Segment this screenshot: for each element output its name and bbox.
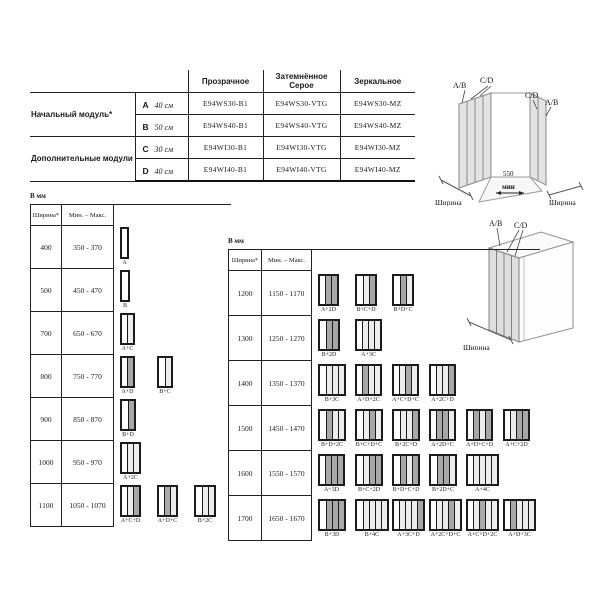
col-header-width: Ширина* <box>30 205 62 226</box>
combo-slot <box>318 454 355 494</box>
combo-slot <box>429 409 466 449</box>
range-cell: 850 - 870 <box>62 398 114 441</box>
combo-slot <box>355 409 392 449</box>
module-panel-c <box>127 315 133 343</box>
combo-row <box>120 312 157 355</box>
panel-box <box>466 409 493 441</box>
combo-label: A+2C+D <box>431 397 454 403</box>
panel-box <box>318 409 346 441</box>
width-cell: 900 <box>30 398 62 441</box>
table-row <box>228 271 540 316</box>
product-code: E94WI40-VTG <box>263 159 340 182</box>
width-label-left: Ширина <box>435 198 462 206</box>
width-cell: 1500 <box>228 406 262 451</box>
combo-slot <box>157 356 194 396</box>
combo-label: A+C+D+2C <box>467 532 498 538</box>
table-row-module-a <box>30 93 415 115</box>
module-size: 40 см <box>154 100 174 110</box>
combo-diagram <box>503 499 536 539</box>
module-panel-d <box>448 366 454 394</box>
label-cd-left: C/D <box>480 76 494 85</box>
panel-box <box>194 485 216 517</box>
table-header-row <box>30 70 415 93</box>
combo-label: B+D+C <box>393 307 413 313</box>
combo-row <box>318 406 540 451</box>
combo-label: B+C <box>159 389 171 395</box>
module-panel-d <box>412 456 418 484</box>
module-panel-c <box>374 366 380 394</box>
product-code: E94WI30-MZ <box>340 137 415 159</box>
combo-label: A+2D <box>320 307 337 313</box>
combo-diagram <box>120 485 141 525</box>
width-cell: 1200 <box>228 271 262 316</box>
module-panel-c <box>375 411 381 439</box>
combo-slot <box>318 364 355 404</box>
width-cell: 1300 <box>228 316 262 361</box>
range-cell: 1550 - 1570 <box>262 451 312 496</box>
combo-diagram <box>355 499 389 539</box>
width-cell: 1600 <box>228 451 262 496</box>
width-label-right: Ширина <box>549 198 576 206</box>
product-code: E94WS30-B1 <box>188 93 263 115</box>
module-panel-d <box>375 456 381 484</box>
module-panel-c <box>165 358 171 386</box>
combo-slot <box>392 454 429 494</box>
combo-diagram <box>318 364 346 404</box>
table-row <box>228 451 540 496</box>
module-panel-d <box>331 276 337 304</box>
label-cd: C/D <box>514 221 528 230</box>
combo-diagram <box>318 274 339 314</box>
table-row <box>30 226 231 269</box>
label-ab-right: A/B <box>545 98 559 107</box>
combo-diagram <box>157 356 173 396</box>
table-header-row <box>30 205 231 226</box>
module-panel-d <box>417 501 423 529</box>
combo-slot <box>318 274 355 314</box>
combo-slot <box>318 409 355 449</box>
module-panel-b <box>122 272 128 300</box>
combo-label: B+D+C+D <box>392 487 420 493</box>
range-cell: 1350 - 1370 <box>262 361 312 406</box>
combo-diagram <box>392 454 420 494</box>
module-panel-d <box>133 487 139 515</box>
combo-label: B+2C <box>197 518 213 524</box>
col-header-tinted-grey: Затемнённое Серое <box>263 70 340 93</box>
row-group-additional-modules: Дополнительные модули <box>30 137 135 182</box>
module-panel-d <box>485 411 491 439</box>
module-panel-d <box>338 501 344 529</box>
combo-diagram <box>318 499 346 539</box>
module-panel-c <box>449 456 455 484</box>
combo-slot <box>429 499 466 539</box>
module-letter: A <box>142 99 149 110</box>
module-panel-d <box>337 456 343 484</box>
combo-row <box>318 271 429 316</box>
module-letter: B <box>142 121 149 132</box>
width-cell: 500 <box>30 269 62 312</box>
combo-diagram <box>318 319 340 359</box>
col-header-transparent: Прозрачное <box>188 70 263 93</box>
combo-diagram <box>120 270 130 310</box>
combo-slot <box>157 485 194 525</box>
combo-label: B+3C <box>324 397 340 403</box>
table-row <box>30 312 231 355</box>
panel-box <box>120 270 130 302</box>
module-panel-d <box>369 276 375 304</box>
combo-row <box>318 316 392 361</box>
combo-label: A+3C <box>361 352 376 358</box>
combo-label: A+3D <box>323 487 340 493</box>
module-panel-c <box>528 501 534 529</box>
table-row <box>228 406 540 451</box>
combo-slot <box>120 442 157 482</box>
combo-slot <box>355 364 392 404</box>
col-header-width: Ширина* <box>228 250 262 271</box>
combo-slot <box>318 319 355 359</box>
combo-label: A+D+C <box>157 518 178 524</box>
panel-box <box>392 409 420 441</box>
module-panel-c <box>411 366 417 394</box>
module-panel-c <box>491 501 497 529</box>
combo-diagram <box>318 454 345 494</box>
col-header-min-max: Мин. – Макс. <box>62 205 114 226</box>
module-panel-c <box>406 276 412 304</box>
combo-slot <box>466 454 503 494</box>
combo-slot <box>120 399 157 439</box>
combo-label: B+2D <box>321 352 337 358</box>
combo-row <box>120 398 157 441</box>
range-cell: 1050 - 1070 <box>62 484 114 527</box>
panel-box <box>355 454 383 486</box>
combo-diagram <box>318 409 346 449</box>
range-cell: 1150 - 1170 <box>262 271 312 316</box>
module-panel-c <box>381 501 387 529</box>
combo-diagram <box>120 227 129 267</box>
combo-row <box>120 226 157 269</box>
unit-label: В мм <box>228 237 244 245</box>
combo-diagram <box>120 399 136 439</box>
module-panel-d <box>522 411 528 439</box>
width-cell: 700 <box>30 312 62 355</box>
table-header-row <box>228 250 540 271</box>
product-code: E94WI30-VTG <box>263 137 340 159</box>
table-row <box>228 316 540 361</box>
panel-box <box>157 356 173 388</box>
panel-box <box>120 442 141 474</box>
panel-box <box>318 499 346 531</box>
table-row <box>30 269 231 312</box>
module-panel-c <box>491 456 497 484</box>
combo-diagram <box>392 499 425 539</box>
panel-box <box>392 274 414 306</box>
combo-slot <box>392 364 429 404</box>
combo-label: A+2D+C <box>431 442 454 448</box>
combo-label: B+D <box>122 432 134 438</box>
combo-slot <box>120 227 157 267</box>
panel-box <box>503 409 530 441</box>
panel-box <box>466 454 499 486</box>
product-code: E94WS40-B1 <box>188 115 263 137</box>
combo-row <box>120 484 231 527</box>
combo-row <box>318 361 466 406</box>
combo-label: B+C+D <box>356 307 376 313</box>
combo-label: B+C+D+C <box>355 442 383 448</box>
range-cell: 350 - 370 <box>62 226 114 269</box>
combo-label: B+2C+D <box>394 442 418 448</box>
label-cd-right: C/D <box>525 91 539 100</box>
module-cell <box>135 115 188 137</box>
product-code: E94WS30-VTG <box>263 93 340 115</box>
combo-label: A+D+C+D <box>466 442 494 448</box>
product-code: E94WI30-B1 <box>188 137 263 159</box>
combo-diagram <box>429 454 457 494</box>
panel-box <box>392 454 420 486</box>
panel-box <box>355 274 377 306</box>
combo-slot <box>194 485 231 525</box>
unit-label: В мм <box>30 192 46 200</box>
panel-box <box>318 274 339 306</box>
combo-label: A+C+2D <box>505 442 528 448</box>
module-panel-d <box>128 401 134 429</box>
width-cell: 1400 <box>228 361 262 406</box>
availability-table-large-widths <box>228 237 540 541</box>
combo-slot <box>466 499 503 539</box>
combo-slot <box>120 485 157 525</box>
module-letter: C <box>142 143 149 154</box>
panel-box <box>318 319 340 351</box>
module-panel-c <box>208 487 214 515</box>
module-panel-c <box>374 321 380 349</box>
combo-label: A <box>122 260 127 266</box>
panel-box <box>503 499 536 531</box>
combo-diagram <box>392 274 414 314</box>
range-cell: 1450 - 1470 <box>262 406 312 451</box>
corner-enclosure-drawing <box>433 64 598 206</box>
combo-label: A+2C+D+C <box>430 532 461 538</box>
range-cell: 1250 - 1270 <box>262 316 312 361</box>
product-code: E94WS40-MZ <box>340 115 415 137</box>
availability-table-small-widths <box>30 192 231 527</box>
panel-box <box>429 409 456 441</box>
combo-slot <box>355 499 392 539</box>
width-cell: 400 <box>30 226 62 269</box>
combo-diagram <box>157 485 178 525</box>
table-row <box>30 355 231 398</box>
combo-diagram <box>466 499 499 539</box>
availability-grid <box>228 249 540 541</box>
range-cell: 950 - 970 <box>62 441 114 484</box>
combo-diagram <box>355 274 377 314</box>
range-cell: 650 - 670 <box>62 312 114 355</box>
combo-slot <box>355 319 392 359</box>
combo-diagram <box>392 409 420 449</box>
combo-row <box>120 355 194 398</box>
width-cell: 1000 <box>30 441 62 484</box>
combo-diagram <box>429 409 456 449</box>
combo-label: A+D+3C <box>508 532 531 538</box>
combo-slot <box>392 499 429 539</box>
combo-slot <box>429 364 466 404</box>
width-cell: 1100 <box>30 484 62 527</box>
product-code: E94WI40-B1 <box>188 159 263 182</box>
combo-row <box>120 269 157 312</box>
panel-box <box>466 499 499 531</box>
panel-box <box>429 454 457 486</box>
table-row <box>228 496 540 541</box>
table-row <box>228 361 540 406</box>
combo-diagram <box>429 364 456 404</box>
panel-box <box>355 319 382 351</box>
combo-label: A+2C <box>123 475 138 481</box>
module-panel-d <box>332 321 338 349</box>
combo-diagram <box>355 409 383 449</box>
module-panel-a <box>122 229 127 257</box>
range-cell: 750 - 770 <box>62 355 114 398</box>
panel-box <box>429 364 456 396</box>
row-group-initial-module: Начальный модуль* <box>30 93 135 137</box>
table-row <box>30 441 231 484</box>
module-panel-d <box>412 411 418 439</box>
combo-label: B+C+2D <box>357 487 381 493</box>
label-ab: A/B <box>489 219 503 228</box>
combo-label: B <box>122 303 127 309</box>
table-row <box>30 398 231 441</box>
panel-box <box>120 356 135 388</box>
combo-diagram <box>355 364 382 404</box>
module-panel-c <box>133 444 139 472</box>
combo-diagram <box>429 499 462 539</box>
width-cell: 1700 <box>228 496 262 541</box>
panel-box <box>318 364 346 396</box>
combo-label: A+D+2C <box>357 397 380 403</box>
module-cell <box>135 93 188 115</box>
corner-enclosure-diagram <box>433 64 598 211</box>
module-size: 40 см <box>154 166 174 176</box>
product-code: E94WS30-MZ <box>340 93 415 115</box>
combo-slot <box>429 454 466 494</box>
combo-diagram <box>503 409 530 449</box>
combo-slot <box>355 454 392 494</box>
availability-grid <box>30 204 231 527</box>
combo-label: A+C <box>121 346 134 352</box>
combo-diagram <box>355 454 383 494</box>
combo-slot <box>392 409 429 449</box>
combo-slot <box>120 270 157 310</box>
combo-label: B+3D <box>324 532 340 538</box>
module-panel-c <box>454 501 460 529</box>
panel-box <box>120 485 141 517</box>
module-cell <box>135 137 188 159</box>
table-row-module-c <box>30 137 415 159</box>
combo-label: B+4C <box>364 532 380 538</box>
combo-label: A+D <box>121 389 134 395</box>
combo-diagram <box>120 356 135 396</box>
combo-slot <box>503 409 540 449</box>
panel-box <box>157 485 178 517</box>
module-cell <box>135 159 188 182</box>
range-cell: 450 - 470 <box>62 269 114 312</box>
combo-slot <box>318 499 355 539</box>
combo-row <box>120 441 157 484</box>
combo-slot <box>466 409 503 449</box>
combo-label: A+C+D+C <box>392 397 419 403</box>
col-header-min-max: Мин. – Макс. <box>262 250 312 271</box>
product-code: E94WI40-MZ <box>340 159 415 182</box>
combo-diagram <box>355 319 382 359</box>
combo-diagram <box>194 485 216 525</box>
combo-slot <box>120 356 157 396</box>
combo-slot <box>355 274 392 314</box>
panel-box <box>355 409 383 441</box>
module-panel-c <box>170 487 176 515</box>
product-codes-table <box>30 70 415 182</box>
width-label: Ширина <box>463 343 490 350</box>
width-cell: 800 <box>30 355 62 398</box>
header-spacer <box>30 70 188 93</box>
panel-box <box>355 499 389 531</box>
combo-label: A+4C <box>475 487 490 493</box>
combo-label: A+3C+D <box>397 532 420 538</box>
min-width-value: 550 <box>503 170 514 178</box>
combo-label: A+C+D <box>120 518 141 524</box>
label-ab-left: A/B <box>453 81 467 90</box>
combo-diagram <box>120 313 135 353</box>
module-size: 30 см <box>154 144 174 154</box>
combo-row <box>318 451 503 496</box>
combo-diagram <box>466 409 493 449</box>
combo-slot <box>120 313 157 353</box>
module-panel-c <box>448 411 454 439</box>
panel-box <box>120 227 129 259</box>
min-width-unit: мин <box>502 183 515 191</box>
combo-diagram <box>120 442 141 482</box>
combo-slot <box>392 274 429 314</box>
combo-slot <box>503 499 540 539</box>
combo-label: B+2D+C <box>431 487 455 493</box>
panel-box <box>355 364 382 396</box>
product-code: E94WS40-VTG <box>263 115 340 137</box>
combo-diagram <box>392 364 419 404</box>
range-cell: 1650 - 1670 <box>262 496 312 541</box>
module-letter: D <box>142 165 149 176</box>
combo-diagram <box>466 454 499 494</box>
panel-box <box>392 499 425 531</box>
module-panel-c <box>338 366 344 394</box>
panel-box <box>120 399 136 431</box>
panel-box <box>392 364 419 396</box>
panel-box <box>120 313 135 345</box>
module-size: 50 см <box>154 122 174 132</box>
module-panel-c <box>338 411 344 439</box>
combo-row <box>318 496 540 541</box>
col-header-mirror: Зеркальное <box>340 70 415 93</box>
table-row <box>30 484 231 527</box>
module-panel-d <box>127 358 133 386</box>
combo-label: B+D+2C <box>320 442 344 448</box>
panel-box <box>318 454 345 486</box>
panel-box <box>429 499 462 531</box>
